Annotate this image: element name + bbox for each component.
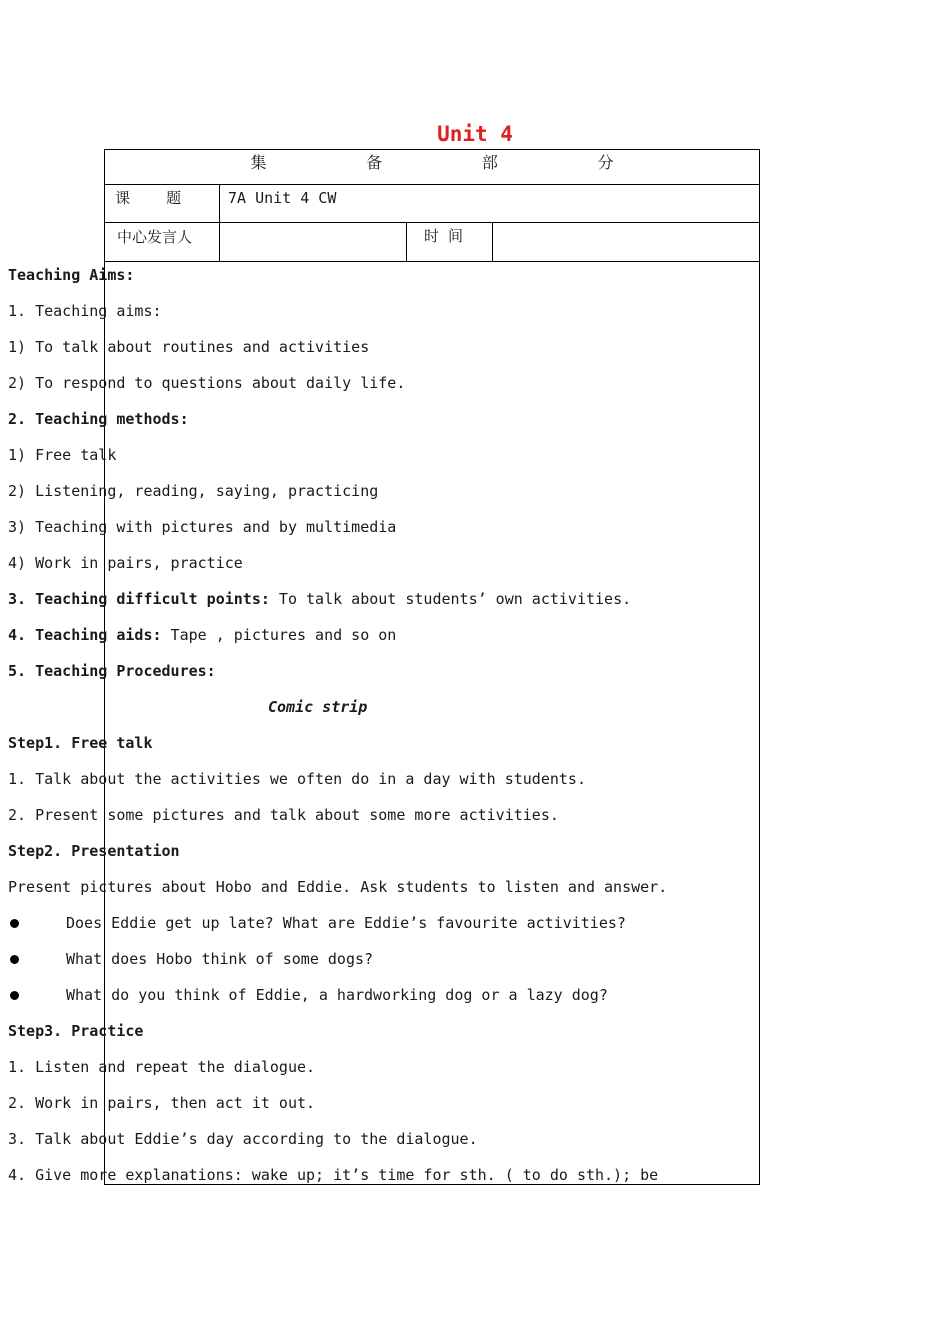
speaker-label: 中心发言人 xyxy=(117,228,193,246)
teaching-aids xyxy=(8,625,396,645)
step2-intro: Present pictures about Hobo and Eddie. Ask students to listen and answer. xyxy=(8,878,668,896)
step1-item: 1. Talk about the activities we often do in a day with students. xyxy=(8,770,586,788)
step3-item: 4. Give more explanations: wake up; it’s time for sth. ( to do sth.); be xyxy=(8,1166,659,1184)
bullet-icon xyxy=(10,919,19,928)
aids-label: 4. Teaching aids: xyxy=(8,626,162,644)
divider xyxy=(219,185,220,222)
step1-heading: Step1. Free talk xyxy=(8,734,153,752)
section-header-row xyxy=(105,150,759,185)
divider xyxy=(219,223,220,261)
difficult-label: 3. Teaching difficult points: xyxy=(8,590,270,608)
methods-heading: 2. Teaching methods: xyxy=(8,410,189,428)
methods-item: 3) Teaching with pictures and by multimedia xyxy=(8,518,397,536)
divider xyxy=(492,223,493,261)
speaker-value xyxy=(228,223,398,261)
aims-item: 1. Teaching aims: xyxy=(8,302,162,320)
question-text: What does Hobo think of some dogs? xyxy=(66,950,374,968)
topic-value: 7A Unit 4 CW xyxy=(228,189,337,207)
aims-item: 1) To talk about routines and activities xyxy=(8,338,370,356)
section-header: 集 备 部 分 xyxy=(250,153,659,172)
time-label: 时 间 xyxy=(424,227,464,245)
comic-strip-heading: Comic strip xyxy=(268,698,368,716)
aids-text: Tape , pictures and so on xyxy=(161,626,397,644)
step3-item: 2. Work in pairs, then act it out. xyxy=(8,1094,316,1112)
step3-heading: Step3. Practice xyxy=(8,1022,144,1040)
topic-row xyxy=(105,185,759,223)
procedures-heading: 5. Teaching Procedures: xyxy=(8,662,216,680)
topic-label: 课 题 xyxy=(115,189,182,207)
step1-item: 2. Present some pictures and talk about some more activities. xyxy=(8,806,559,824)
methods-item: 1) Free talk xyxy=(8,446,117,464)
difficult-points xyxy=(8,589,631,609)
difficult-text: To talk about students’ own activities. xyxy=(269,590,632,608)
aims-heading: Teaching Aims: xyxy=(8,266,135,284)
bullet-icon xyxy=(10,991,19,1000)
divider xyxy=(406,223,407,261)
question-text: What do you think of Eddie, a hardworking dog or a lazy dog? xyxy=(66,986,608,1004)
step3-item: 1. Listen and repeat the dialogue. xyxy=(8,1058,316,1076)
bullet-icon xyxy=(10,955,19,964)
step3-item: 3. Talk about Eddie’s day according to the dialogue. xyxy=(8,1130,478,1148)
methods-item: 2) Listening, reading, saying, practicing xyxy=(8,482,379,500)
time-value xyxy=(500,223,750,261)
step2-heading: Step2. Presentation xyxy=(8,842,180,860)
question-text: Does Eddie get up late? What are Eddie’s favourite activities? xyxy=(66,914,626,932)
aims-item: 2) To respond to questions about daily life. xyxy=(8,374,406,392)
speaker-row xyxy=(105,223,759,262)
document-title: Unit 4 xyxy=(437,122,513,146)
methods-item: 4) Work in pairs, practice xyxy=(8,554,243,572)
